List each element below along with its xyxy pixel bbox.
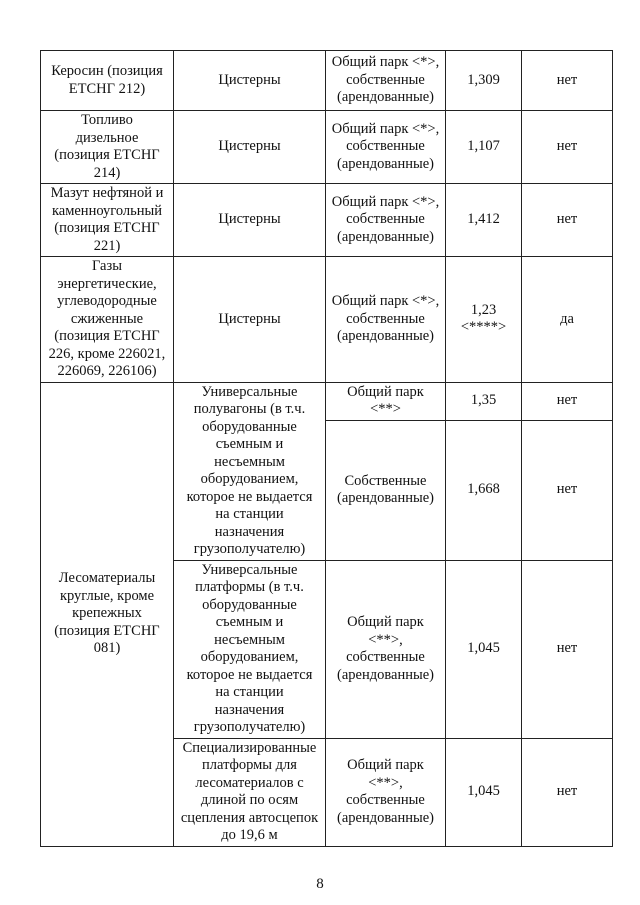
park-cell: Общий парк <**>, собственные (арендованные) <box>326 738 446 846</box>
cargo-cell: Мазут нефтяной и каменноугольный (позиция ЕТСНГ 221) <box>41 184 174 257</box>
flag-cell: нет <box>522 420 613 560</box>
cargo-cell: Лесоматериалы круглые, кроме крепежных (позиция ЕТСНГ 081) <box>41 382 174 846</box>
flag-cell: нет <box>522 51 613 111</box>
flag-cell: нет <box>522 382 613 420</box>
flag-cell: нет <box>522 560 613 738</box>
table-row <box>41 111 613 184</box>
park-cell: Общий парк <**>, собственные (арендованные) <box>326 560 446 738</box>
tariff-table <box>40 50 613 847</box>
flag-cell: нет <box>522 111 613 184</box>
coefficient-cell: 1,309 <box>446 51 522 111</box>
page-number: 8 <box>316 876 324 892</box>
flag-cell: нет <box>522 184 613 257</box>
wagon-cell: Цистерны <box>174 111 326 184</box>
wagon-cell: Цистерны <box>174 51 326 111</box>
park-cell: Общий парк <**> <box>326 382 446 420</box>
wagon-cell: Цистерны <box>174 257 326 383</box>
cargo-cell: Топливо дизельное (позиция ЕТСНГ 214) <box>41 111 174 184</box>
cargo-cell: Керосин (позиция ЕТСНГ 212) <box>41 51 174 111</box>
coefficient-cell: 1,045 <box>446 560 522 738</box>
park-cell: Общий парк <*>, собственные (арендованные) <box>326 51 446 111</box>
park-cell: Собственные (арендованные) <box>326 420 446 560</box>
table-row <box>41 257 613 383</box>
table-row <box>41 184 613 257</box>
park-cell: Общий парк <*>, собственные (арендованные) <box>326 257 446 383</box>
wagon-cell: Универсальные полувагоны (в т.ч. оборудованные съемным и несъемным оборудованием, которое не выдается на станции назначения грузополучателю) <box>174 382 326 560</box>
wagon-cell: Специализированные платформы для лесоматериалов с длиной по осям сцепления автосцепок до 19,6 м <box>174 738 326 846</box>
wagon-cell: Универсальные платформы (в т.ч. оборудованные съемным и несъемным оборудованием, которое не выдается на станции назначения грузополучателю) <box>174 560 326 738</box>
coefficient-cell: 1,045 <box>446 738 522 846</box>
cargo-cell: Газы энергетические, углеводородные сжиженные (позиция ЕТСНГ 226, кроме 226021, 226069, 226106) <box>41 257 174 383</box>
coefficient-cell: 1,668 <box>446 420 522 560</box>
park-cell: Общий парк <*>, собственные (арендованные) <box>326 184 446 257</box>
wagon-cell: Цистерны <box>174 184 326 257</box>
coefficient-cell: 1,23 <****> <box>446 257 522 383</box>
park-cell: Общий парк <*>, собственные (арендованные) <box>326 111 446 184</box>
coefficient-cell: 1,35 <box>446 382 522 420</box>
flag-cell: нет <box>522 738 613 846</box>
coefficient-cell: 1,412 <box>446 184 522 257</box>
table-row <box>41 51 613 111</box>
coefficient-cell: 1,107 <box>446 111 522 184</box>
flag-cell: да <box>522 257 613 383</box>
table-row <box>41 382 613 420</box>
